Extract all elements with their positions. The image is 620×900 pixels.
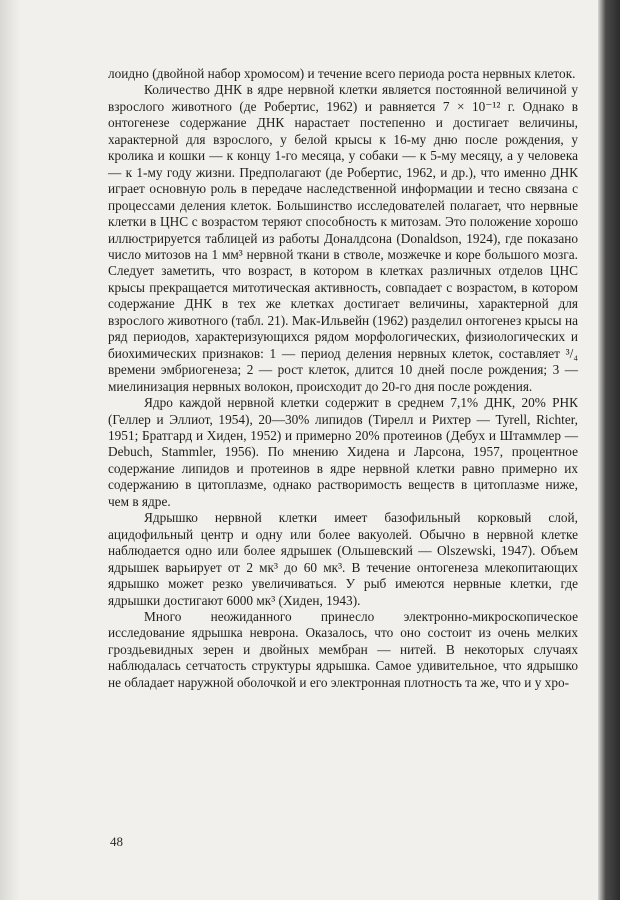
paragraph-nucleolus: Ядрышко нервной клетки имеет базофильный корковый слой, ацидофильный центр и одну или более вакуолей. Обычно в нервной клетке наблюдается одно или более ядрышек (Ольшевский — Olszewski, 1947). Объем ядрышек варьирует от 2 мк³ до 60 мк³. В течение онтогенеза млекопитающих ядрышко может резко увеличиваться. У рыб имеются нервные клетки, где ядрышки достигают 6000 мк³ (Хиден, 1943).	[108, 510, 578, 608]
page-text-body	[108, 66, 578, 691]
page-left-shadow	[0, 0, 20, 900]
page-number: 48	[110, 834, 123, 849]
paragraph-nucleus-composition: Ядро каждой нервной клетки содержит в среднем 7,1% ДНК, 20% РНК (Геллер и Эллиот, 1954), 20—30% липидов (Тирелл и Рихтер — Tyrell, Richter, 1951; Братгард и Хиден, 1952) и примерно 20% протеинов (Дебух и Штаммлер — Debuch, Stammler, 1956). По мнению Хидена и Ларсона, 1957, процентное содержание липидов и протеинов в ядре нервной клетки равно примерно их содержанию в цитоплазме, однако растворимость веществ в цитоплазме ниже, чем в ядре.	[108, 395, 578, 509]
paragraph-dna-content: Количество ДНК в ядре нервной клетки является постоянной величиной у взрослого животного (де Робертис, 1962) и равняется 7 × 10⁻¹² г. Однако в онтогенезе содержание ДНК нарастает постепенно и достигает величины, характерной для взрослого, у белой крысы к 16-му дню после рождения, у кролика и кошки — к концу 1-го месяца, у собаки — к 5-му месяцу, а у человека — к 1-му году жизни. Предполагают (де Робертис, 1962, и др.), что именно ДНК играет основную роль в передаче наследственной информации и тесно связана с процессами деления клеток. Большинство исследователей полагает, что нервные клетки в ЦНС с возрастом теряют способность к митозам. Это положение хорошо иллюстрируется таблицей из работы Доналдсона (Donaldson, 1924), где показано число митозов на 1 мм³ нервной ткани в стволе, мозжечке и коре большого мозга. Следует заметить, что возраст, в котором в клетках различных отделов ЦНС крысы прекращается митотическая активность, совпадает с возрастом, в котором содержание ДНК в тех же клетках достигает величины, характерной для взрослого животного (табл. 21). Мак-Ильвейн (1962) разделил онтогенез крысы на ряд периодов, характеризующихся рядом морфологических, физиологических и биохимических признаков: 1 — период деления нервных клеток, составляет ³/₄ времени эмбриогенеза; 2 — рост клеток, длится 10 дней после рождения; 3 — миелинизация нервных волокон, происходит до 20-го дня после рождения.	[108, 82, 578, 394]
paragraph-continuation: лоидно (двойной набор хромосом) и течение всего периода роста нервных клеток.	[108, 66, 576, 81]
paragraph-electron-microscopy: Много неожиданного принесло электронно-микроскопическое исследование ядрышка неврона. Оказалось, что оно состоит из очень мелких гроздьевидных зерен и двойных мембран — нитей. В некоторых случаях наблюдалась сетчатость структуры ядрышка. Самое удивительное, что ядрышко не обладает наружной оболочкой и его электронная плотность та же, что и у хро-	[108, 608, 578, 690]
book-spine-edge	[598, 0, 620, 900]
